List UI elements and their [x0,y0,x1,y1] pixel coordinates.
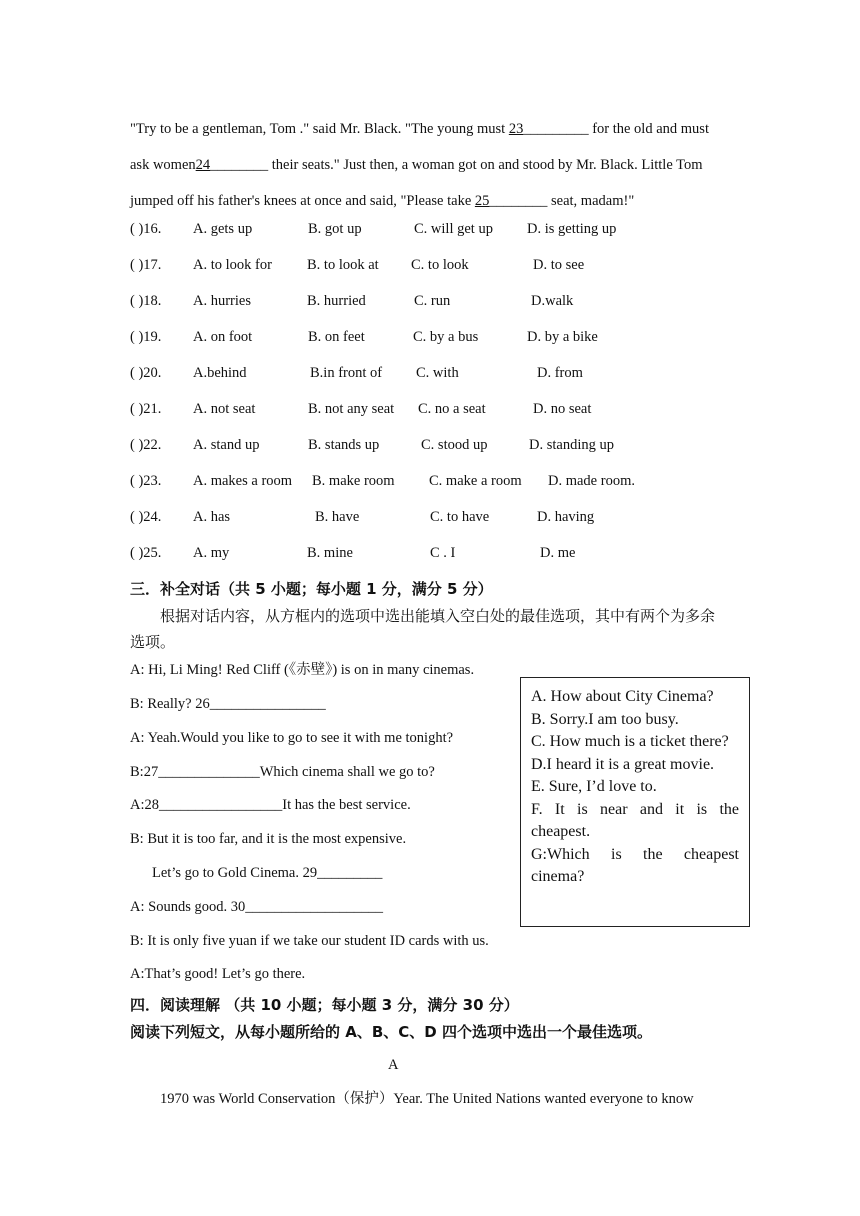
question-row [130,364,750,382]
question-number: ( )23. [130,473,162,489]
dialogue-line: A: Hi, Li Ming! Red Cliff (《赤壁》) is on in many cinemas. [130,662,475,678]
option-b: B. on feet [308,329,365,345]
blank-25: 25 [474,193,490,209]
dialogue-line: B:27______________Which cinema shall we go to? [130,764,435,780]
section-3-instruction: 根据对话内容，从方框内的选项中选出能填入空白处的最佳选项，其中有两个为多余 [160,607,716,625]
option-c: C . I [430,545,456,561]
question-row [130,472,750,490]
question-number: ( )16. [130,221,162,237]
dialogue-line: A: Sounds good. 30___________________ [130,899,383,915]
blank-30: ___________________ [245,899,383,915]
option-a: A. not seat [193,401,256,417]
option-d: D. no seat [533,401,592,417]
option-d: D. is getting up [527,221,617,237]
option-a: A. stand up [193,437,260,453]
option-b: B. not any seat [308,401,395,417]
option-d: D. by a bike [527,329,598,345]
option-b: B. make room [312,473,395,489]
section-3-heading: 三．补全对话（共 5 小题；每小题 1 分，满分 5 分） [130,580,493,598]
option-d: D. having [537,509,595,525]
option-item: C. How much is a ticket there? [531,733,729,750]
question-row [130,256,750,274]
question-number: ( )22. [130,437,162,453]
question-number: ( )20. [130,365,162,381]
option-c: C. with [416,365,459,381]
question-number: ( )17. [130,257,162,273]
option-c: C. stood up [421,437,488,453]
option-c: C. to have [430,509,490,525]
passage-label: A [388,1057,399,1073]
dialogue-line: A:That’s good! Let’s go there. [130,966,306,982]
question-row [130,508,750,526]
option-d: D. from [537,365,583,381]
blank-24: 24 [195,157,211,173]
question-row [130,292,750,310]
option-a: A. hurries [193,293,251,309]
option-a: A.behind [193,365,247,381]
blank-27: ______________ [158,764,260,780]
option-b: B. mine [307,545,353,561]
option-d: D. made room. [548,473,635,489]
option-c: C. by a bus [413,329,479,345]
question-number: ( )19. [130,329,162,345]
question-row [130,436,750,454]
option-c: C. make a room [429,473,522,489]
question-row [130,544,750,562]
passage-line-3: jumped off his father's knees at once and said, "Please take 25________ seat, madam!" [130,193,635,209]
option-b: B. have [315,509,360,525]
option-d: D. to see [533,257,585,273]
question-row [130,220,750,238]
option-b: B.in front of [310,365,383,381]
blank-28: _________________ [159,797,283,813]
dialogue-line: B: Really? 26________________ [130,696,326,712]
question-row [130,328,750,346]
question-row [130,400,750,418]
option-item: B. Sorry.I am too busy. [531,710,679,728]
dialogue-line: B: But it is too far, and it is the most expensive. [130,831,407,847]
options-box [520,677,750,927]
option-b: B. hurried [307,293,366,309]
option-d: D. standing up [529,437,614,453]
option-b: B. got up [308,221,362,237]
option-d: D.walk [531,293,574,309]
option-item: E. Sure, I’d love to. [531,778,657,795]
passage-line-1: "Try to be a gentleman, Tom ." said Mr. Black. "The young must 23_________ for the old and must [130,121,709,137]
option-a: A. has [193,509,231,525]
option-item: D.I heard it is a great movie. [531,755,715,773]
blank-23: 23 [508,121,524,137]
section-4-instruction: 阅读下列短文，从每小题所给的 A、B、C、D 四个选项中选出一个最佳选项。 [130,1023,652,1041]
section-4-heading: 四．阅读理解 （共 10 小题；每小题 3 分，满分 30 分） [130,996,519,1014]
question-number: ( )18. [130,293,162,309]
option-a: A. on foot [193,329,253,345]
dialogue-line: B: It is only five yuan if we take our student ID cards with us. [130,933,489,949]
option-a: A. my [193,545,230,561]
option-a: A. makes a room [193,473,293,489]
option-c: C. run [414,293,451,309]
option-c: C. to look [411,257,469,273]
option-c: C. no a seat [418,401,486,417]
option-a: A. gets up [193,221,253,237]
dialogue-line: A: Yeah.Would you like to go to see it with me tonight? [130,730,454,746]
option-a: A. to look for [193,257,272,273]
option-b: B. to look at [307,257,379,273]
question-number: ( )25. [130,545,162,561]
option-c: C. will get up [414,221,493,237]
blank-26: ________________ [209,696,326,712]
option-item: G:Which is the cheapest cinema? [531,845,739,885]
dialogue-line: A:28_________________It has the best service. [130,797,411,813]
option-d: D. me [540,545,576,561]
option-b: B. stands up [308,437,380,453]
reading-first-line: 1970 was World Conservation（保护）Year. The United Nations wanted everyone to know [160,1091,694,1107]
question-number: ( )21. [130,401,162,417]
option-item: F. It is near and it is the cheapest. [531,800,739,840]
question-number: ( )24. [130,509,162,525]
section-3-instruction-cont: 选项。 [130,633,176,651]
option-item: A. How about City Cinema? [531,688,714,705]
passage-line-2: ask women24________ their seats." Just then, a woman got on and stood by Mr. Black. Little Tom [130,157,703,173]
dialogue-line: Let’s go to Gold Cinema. 29_________ [152,865,383,881]
blank-29: _________ [317,865,383,881]
